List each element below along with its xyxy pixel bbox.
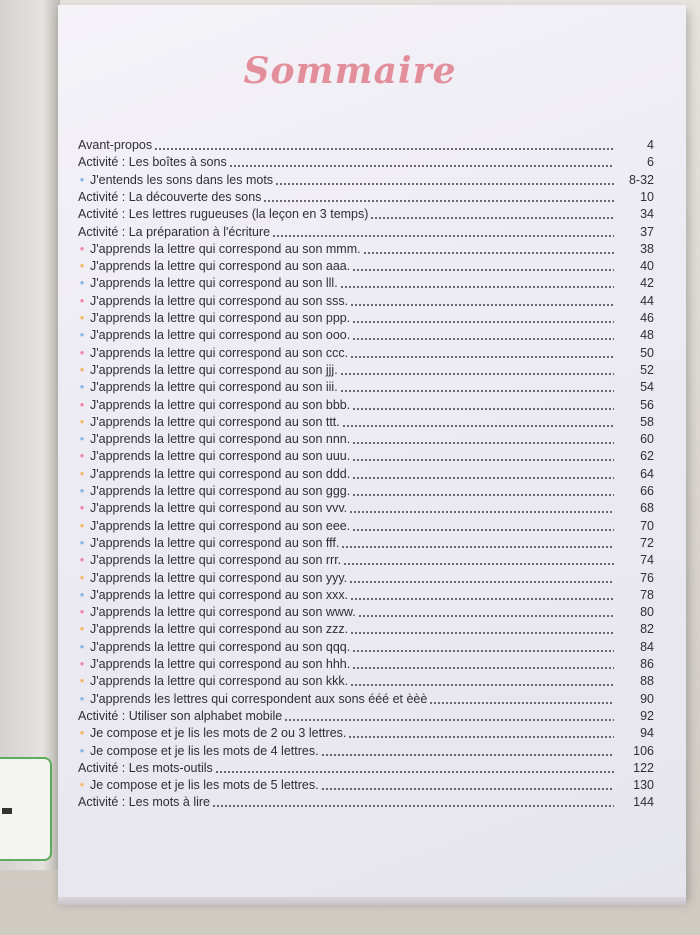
- dot-leader: [352, 529, 614, 531]
- toc-entry-page: 46: [640, 311, 654, 325]
- toc-entry-page: 90: [640, 691, 654, 706]
- bullet-icon: •: [79, 396, 85, 412]
- bullet-icon: •: [79, 604, 85, 620]
- toc-entry-title: Avant-propos: [78, 138, 153, 152]
- toc-entry: [78, 587, 654, 603]
- toc-entry-title: J'apprends la lettre qui correspond au son ppp.: [90, 311, 351, 325]
- dot-leader: [284, 719, 614, 721]
- toc-entry-page: 66: [640, 484, 654, 498]
- toc-entry-page: 144: [633, 795, 654, 810]
- dot-leader: [321, 788, 614, 790]
- toc-entry-page: 4: [647, 138, 654, 152]
- bullet-icon: •: [79, 344, 85, 360]
- toc-entry: [78, 691, 654, 707]
- toc-entry: [78, 397, 654, 413]
- bullet-icon: •: [79, 483, 85, 498]
- toc-entry-page: 74: [640, 553, 654, 568]
- toc-entry-title: J'apprends la lettre qui correspond au son fff.: [90, 535, 340, 550]
- dot-leader: [348, 736, 614, 738]
- toc-entry-page: 70: [640, 518, 654, 533]
- dot-leader: [352, 477, 614, 479]
- toc-entry-title: Je compose et je lis les mots de 5 lettres.: [90, 778, 319, 793]
- toc-entry-page: 106: [633, 743, 654, 758]
- toc-entry-page: 37: [640, 224, 654, 239]
- toc-entry-title: Activité : Utiliser son alphabet mobile: [78, 708, 283, 723]
- toc-entry-page: 64: [640, 466, 654, 481]
- toc-entry: [78, 466, 654, 482]
- dot-leader: [350, 356, 614, 358]
- bullet-icon: •: [79, 171, 85, 187]
- toc-entry-page: 50: [640, 345, 654, 360]
- toc-entry: [78, 293, 654, 309]
- toc-entry-page: 62: [640, 449, 654, 464]
- toc-entry-page: 40: [640, 259, 654, 274]
- dot-leader: [340, 373, 614, 375]
- bullet-icon: •: [79, 690, 85, 706]
- toc-entry-page: 58: [640, 414, 654, 429]
- toc-entry: [78, 224, 654, 240]
- toc-entry: [78, 552, 654, 568]
- toc-entry-title: Activité : Les mots à lire: [78, 795, 210, 810]
- toc-entry-title: J'apprends la lettre qui correspond au son ccc.: [90, 345, 349, 360]
- dot-leader: [350, 632, 614, 634]
- toc-entry-page: 68: [640, 501, 654, 516]
- toc-entry: [78, 604, 654, 620]
- dot-leader: [342, 425, 614, 427]
- dot-leader: [350, 304, 614, 306]
- dot-leader: [340, 286, 614, 288]
- toc-entry-title: J'apprends la lettre qui correspond au son yyy.: [90, 570, 348, 585]
- toc-entry: [78, 639, 654, 655]
- bullet-icon: •: [79, 500, 85, 516]
- dot-leader: [352, 650, 614, 652]
- toc-entry-page: 38: [640, 241, 654, 256]
- toc-entry-page: 10: [640, 189, 654, 204]
- background-book: [0, 0, 60, 870]
- dot-leader: [352, 442, 614, 444]
- bullet-icon: •: [79, 361, 85, 377]
- toc-entry-page: 44: [640, 293, 654, 308]
- toc-entry-page: 34: [640, 207, 654, 222]
- toc-entry: [78, 414, 654, 430]
- toc-entry-page: 48: [640, 328, 654, 343]
- toc-entry: [78, 500, 654, 516]
- bullet-icon: •: [79, 552, 85, 568]
- dot-leader: [212, 805, 614, 807]
- bullet-icon: •: [79, 621, 85, 637]
- toc-entry: [78, 535, 654, 551]
- bullet-icon: •: [79, 673, 85, 689]
- bullet-icon: •: [79, 465, 85, 481]
- toc-entry-page: 78: [640, 587, 654, 602]
- toc-entry: [78, 154, 654, 170]
- toc-entry-page: 122: [633, 760, 654, 775]
- toc-entry-page: 84: [640, 639, 654, 654]
- dot-leader: [370, 217, 614, 219]
- dot-leader: [272, 235, 614, 237]
- toc-entry: [78, 206, 654, 222]
- dot-leader: [352, 408, 614, 410]
- toc-entry-page: 6: [647, 155, 654, 170]
- toc-entry: [78, 760, 654, 776]
- toc-entry-title: J'apprends la lettre qui correspond au son nnn.: [90, 432, 351, 447]
- toc-entry-title: J'apprends la lettre qui correspond au son mmm.: [90, 241, 361, 256]
- toc-entry-title: Activité : Les lettres rugueuses (la leçon en 3 temps): [78, 207, 369, 222]
- toc-entry: [78, 379, 654, 395]
- dot-leader: [154, 148, 614, 150]
- toc-entry-title: J'apprends la lettre qui correspond au son uuu.: [90, 449, 351, 464]
- toc-entry-title: J'apprends la lettre qui correspond au son xxx.: [90, 587, 349, 602]
- toc-entry: [78, 345, 654, 361]
- bullet-icon: •: [79, 258, 85, 274]
- toc-entry-page: 76: [640, 570, 654, 585]
- bullet-icon: •: [79, 517, 85, 533]
- bullet-icon: •: [79, 742, 85, 758]
- toc-entry-page: 54: [640, 380, 654, 395]
- toc-entry: [78, 621, 654, 637]
- dot-leader: [340, 390, 614, 392]
- bullet-icon: •: [79, 725, 85, 741]
- toc-entry-title: Activité : La découverte des sons: [78, 189, 262, 204]
- toc-entry: [78, 189, 654, 205]
- toc-entry-title: J'apprends la lettre qui correspond au son zzz.: [90, 622, 349, 637]
- toc-entry: [78, 258, 654, 274]
- toc-entry: [78, 241, 654, 257]
- dot-leader: [263, 200, 614, 202]
- table-of-contents: [78, 137, 654, 812]
- bullet-icon: •: [79, 275, 85, 291]
- dot-leader: [352, 459, 614, 461]
- toc-entry-page: 8-32: [628, 172, 654, 187]
- toc-entry-title: J'apprends la lettre qui correspond au son bbb.: [90, 397, 351, 412]
- toc-entry-page: 80: [640, 605, 654, 620]
- page-title: Sommaire: [243, 50, 457, 92]
- toc-entry-title: J'apprends la lettre qui correspond au son eee.: [90, 518, 351, 533]
- dot-leader: [352, 269, 614, 271]
- dot-leader: [321, 754, 614, 756]
- toc-entry-title: J'apprends la lettre qui correspond au son sss.: [90, 293, 349, 308]
- toc-entry: [78, 743, 654, 759]
- toc-entry-page: 92: [640, 708, 654, 723]
- toc-entry: [78, 656, 654, 672]
- bullet-icon: •: [79, 777, 85, 793]
- toc-entry: [78, 172, 654, 188]
- toc-entry-title: J'apprends la lettre qui correspond au son iii.: [90, 380, 338, 395]
- toc-entry-title: J'apprends la lettre qui correspond au son ggg.: [90, 484, 351, 498]
- toc-entry: [78, 431, 654, 447]
- toc-entry-page: 88: [640, 674, 654, 689]
- toc-entry-page: 82: [640, 622, 654, 637]
- bullet-icon: •: [79, 448, 85, 464]
- toc-entry: [78, 137, 654, 153]
- toc-entry-title: J'apprends la lettre qui correspond au son lll.: [90, 276, 338, 291]
- bullet-icon: •: [79, 569, 85, 585]
- toc-entry-title: Je compose et je lis les mots de 4 lettres.: [90, 743, 319, 758]
- toc-entry: [78, 327, 654, 343]
- page-stack-edge: [58, 897, 686, 905]
- toc-entry-title: J'entends les sons dans les mots: [90, 172, 274, 187]
- toc-entry: [78, 708, 654, 724]
- toc-entry: [78, 570, 654, 586]
- bullet-icon: •: [79, 292, 85, 308]
- toc-entry-title: J'apprends la lettre qui correspond au son hhh.: [90, 657, 351, 671]
- dot-leader: [215, 771, 614, 773]
- bullet-icon: •: [79, 586, 85, 602]
- toc-entry-title: J'apprends la lettre qui correspond au son qqq.: [90, 639, 351, 654]
- toc-entry-page: 60: [640, 432, 654, 447]
- toc-entry-title: Activité : Les boîtes à sons: [78, 155, 227, 170]
- dot-leader: [341, 546, 614, 548]
- dot-leader: [350, 684, 614, 686]
- bullet-icon: •: [79, 310, 85, 325]
- bullet-icon: •: [79, 431, 85, 447]
- toc-entry-page: 42: [640, 276, 654, 291]
- toc-entry-title: Activité : La préparation à l'écriture: [78, 224, 271, 239]
- toc-entry-title: J'apprends la lettre qui correspond au son kkk.: [90, 674, 349, 689]
- dot-leader: [358, 615, 614, 617]
- toc-entry: [78, 518, 654, 534]
- bullet-icon: •: [79, 656, 85, 671]
- bullet-icon: •: [79, 413, 85, 429]
- toc-entry-title: J'apprends la lettre qui correspond au son vvv.: [90, 501, 348, 516]
- toc-entry-page: 130: [633, 778, 654, 793]
- dot-leader: [363, 252, 614, 254]
- dot-leader: [349, 581, 614, 583]
- toc-entry: [78, 310, 654, 326]
- toc-entry-title: J'apprends la lettre qui correspond au son ttt.: [90, 414, 340, 429]
- toc-entry: [78, 275, 654, 291]
- bullet-icon: •: [79, 327, 85, 343]
- dot-leader: [229, 165, 614, 167]
- toc-entry-page: 86: [640, 657, 654, 671]
- toc-entry: [78, 794, 654, 810]
- bullet-icon: •: [79, 638, 85, 654]
- toc-entry: [78, 673, 654, 689]
- toc-entry-title: Je compose et je lis les mots de 2 ou 3 lettres.: [90, 726, 347, 741]
- toc-entry: [78, 777, 654, 793]
- dot-leader: [352, 338, 614, 340]
- toc-entry-page: 56: [640, 397, 654, 412]
- dot-leader: [343, 563, 614, 565]
- dot-leader: [429, 702, 614, 704]
- bullet-icon: •: [79, 240, 85, 256]
- dot-leader: [352, 321, 614, 323]
- toc-entry-title: J'apprends la lettre qui correspond au son aaa.: [90, 259, 351, 274]
- dot-leader: [350, 598, 614, 600]
- toc-entry: [78, 725, 654, 741]
- toc-entry-title: J'apprends la lettre qui correspond au son www.: [90, 605, 356, 620]
- toc-entry-title: J'apprends la lettre qui correspond au son rrr.: [90, 553, 342, 568]
- toc-entry-title: J'apprends la lettre qui correspond au son ooo.: [90, 328, 351, 343]
- toc-entry-title: J'apprends les lettres qui correspondent aux sons ééé et èèè: [90, 691, 428, 706]
- bullet-icon: •: [79, 379, 85, 395]
- dot-leader: [275, 183, 614, 185]
- dot-leader: [349, 511, 614, 513]
- black-mark: [2, 808, 12, 814]
- bullet-icon: •: [79, 534, 85, 550]
- toc-entry-title: J'apprends la lettre qui correspond au son ddd.: [90, 466, 351, 481]
- toc-entry: [78, 483, 654, 499]
- dot-leader: [352, 494, 614, 496]
- toc-entry-page: 52: [640, 362, 654, 377]
- dot-leader: [352, 667, 614, 669]
- toc-entry-title: J'apprends la lettre qui correspond au son jjj.: [90, 362, 338, 377]
- toc-entry-title: Activité : Les mots-outils: [78, 760, 213, 775]
- toc-entry: [78, 448, 654, 464]
- toc-entry-page: 72: [640, 535, 654, 550]
- toc-entry-page: 94: [640, 726, 654, 741]
- toc-entry: [78, 362, 654, 378]
